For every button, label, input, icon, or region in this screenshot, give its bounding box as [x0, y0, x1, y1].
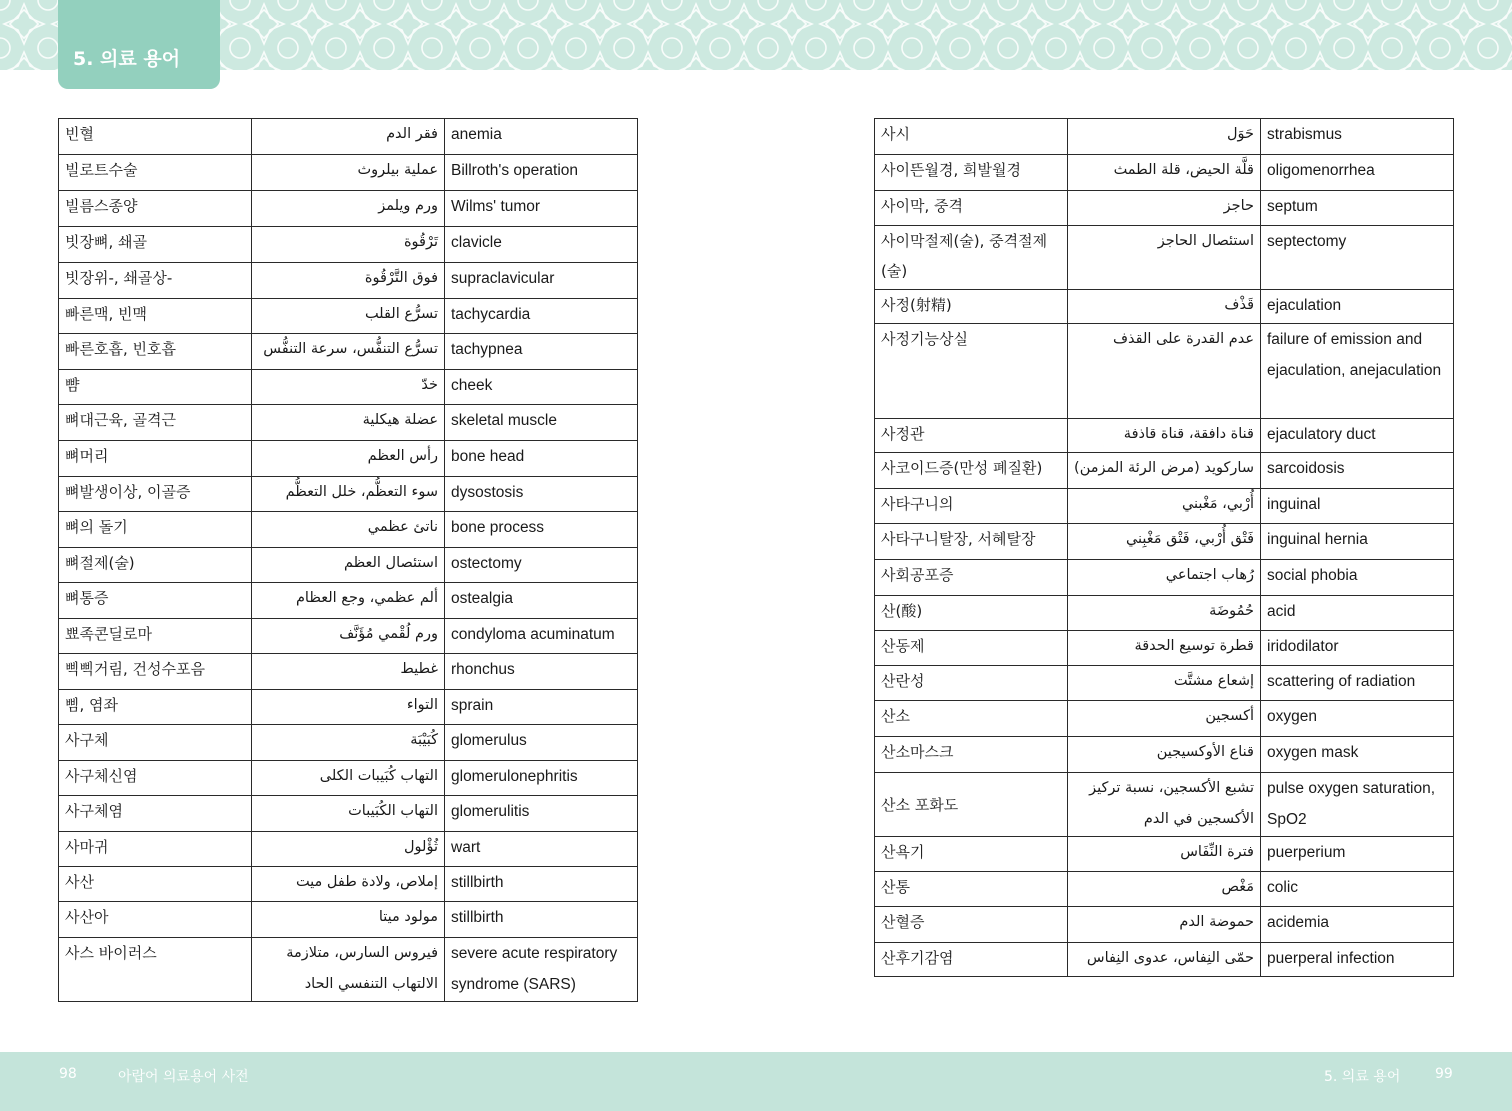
- english-term-cell: glomerulonephritis: [445, 761, 638, 796]
- arabic-term-cell: رُهاب اجتماعي: [1068, 560, 1261, 596]
- english-term-cell: inguinal hernia: [1261, 524, 1454, 560]
- table-row: [59, 119, 638, 155]
- english-term-cell: oxygen: [1261, 701, 1454, 737]
- arabic-term-cell: تسرُّع القلب: [252, 299, 445, 334]
- korean-term-cell: 뺨: [59, 370, 252, 405]
- korean-term-cell: 뼈절제(술): [59, 548, 252, 583]
- arabic-term-cell: قناع الأوكسيجين: [1068, 737, 1261, 773]
- korean-term-cell: 산욕기: [875, 837, 1068, 872]
- korean-term-cell: 사타구니의: [875, 489, 1068, 524]
- english-term-cell: tachypnea: [445, 334, 638, 370]
- table-row: [59, 867, 638, 902]
- table-row: [59, 299, 638, 334]
- table-row: [875, 119, 1454, 155]
- english-term-cell: puerperal infection: [1261, 943, 1454, 977]
- korean-term-cell: 삑삑거림, 건성수포음: [59, 654, 252, 690]
- table-row: [59, 334, 638, 370]
- table-row: [59, 370, 638, 405]
- chapter-tab: [58, 0, 220, 89]
- page-footer: [0, 1052, 1512, 1111]
- korean-term-cell: 산란성: [875, 666, 1068, 701]
- korean-term-cell: 산통: [875, 872, 1068, 907]
- table-row: [875, 324, 1454, 419]
- arabic-term-cell: تسرُّع التنفُّس، سرعة التنفُّس: [252, 334, 445, 370]
- table-row: [59, 690, 638, 725]
- table-row: [875, 524, 1454, 560]
- arabic-term-cell: حُمُوضَة: [1068, 596, 1261, 631]
- table-row: [875, 155, 1454, 191]
- english-term-cell: acidemia: [1261, 907, 1454, 943]
- english-term-cell: skeletal muscle: [445, 405, 638, 441]
- table-row: [875, 872, 1454, 907]
- korean-term-cell: 사스 바이러스: [59, 938, 252, 1002]
- table-row: [59, 583, 638, 619]
- arabic-term-cell: حَوَل: [1068, 119, 1261, 155]
- english-term-cell: acid: [1261, 596, 1454, 631]
- korean-term-cell: 사구체: [59, 725, 252, 761]
- korean-term-cell: 사정기능상실: [875, 324, 1068, 419]
- arabic-term-cell: ورم لُقْمي مُؤَنَّف: [252, 619, 445, 654]
- arabic-term-cell: فيروس السارس، متلازمة الالتهاب التنفسي الحاد: [252, 938, 445, 1002]
- arabic-term-cell: ثُؤْلول: [252, 832, 445, 867]
- table-row: [59, 725, 638, 761]
- arabic-term-cell: ألم عظمي، وجع العظام: [252, 583, 445, 619]
- english-term-cell: ostectomy: [445, 548, 638, 583]
- arabic-term-cell: حمّى النِفاس، عدوى النِفاس: [1068, 943, 1261, 977]
- english-term-cell: bone process: [445, 512, 638, 548]
- korean-term-cell: 산소마스크: [875, 737, 1068, 773]
- table-row: [59, 938, 638, 1002]
- korean-term-cell: 뼈머리: [59, 441, 252, 477]
- arabic-term-cell: فَتْق أُرْبي، فَتْق مَغْبِني: [1068, 524, 1261, 560]
- english-term-cell: scattering of radiation: [1261, 666, 1454, 701]
- right-vocabulary-table: [874, 118, 1454, 977]
- korean-term-cell: 뼈발생이상, 이골증: [59, 477, 252, 512]
- arabic-term-cell: عملية بيلروث: [252, 155, 445, 191]
- korean-term-cell: 사산: [59, 867, 252, 902]
- table-row: [875, 596, 1454, 631]
- english-term-cell: Wilms' tumor: [445, 191, 638, 227]
- table-row: [875, 453, 1454, 489]
- arabic-term-cell: تشبع الأكسجين، نسبة تركيز الأكسجين في الدم: [1068, 773, 1261, 837]
- english-term-cell: ejaculation: [1261, 290, 1454, 324]
- korean-term-cell: 사정(射精): [875, 290, 1068, 324]
- english-term-cell: wart: [445, 832, 638, 867]
- korean-term-cell: 뼈의 돌기: [59, 512, 252, 548]
- english-term-cell: rhonchus: [445, 654, 638, 690]
- korean-term-cell: 뼈대근육, 골격근: [59, 405, 252, 441]
- korean-term-cell: 사이막절제(술), 중격절제(술): [875, 226, 1068, 290]
- english-term-cell: oxygen mask: [1261, 737, 1454, 773]
- table-row: [875, 773, 1454, 837]
- arabic-term-cell: التهاب كُبَيبات الكلى: [252, 761, 445, 796]
- english-term-cell: oligomenorrhea: [1261, 155, 1454, 191]
- table-row: [59, 902, 638, 938]
- table-row: [59, 405, 638, 441]
- korean-term-cell: 뼈통증: [59, 583, 252, 619]
- arabic-term-cell: كُبَيْبَة: [252, 725, 445, 761]
- arabic-term-cell: التهاب الكُبَيبات: [252, 796, 445, 832]
- left-page-number: 98: [59, 1066, 77, 1082]
- arabic-term-cell: فقر الدم: [252, 119, 445, 155]
- table-row: [875, 907, 1454, 943]
- arabic-term-cell: خدّ: [252, 370, 445, 405]
- english-term-cell: condyloma acuminatum: [445, 619, 638, 654]
- table-row: [59, 832, 638, 867]
- korean-term-cell: 사구체염: [59, 796, 252, 832]
- arabic-term-cell: ورم ويلمز: [252, 191, 445, 227]
- table-row: [59, 227, 638, 263]
- english-term-cell: severe acute respiratory syndrome (SARS): [445, 938, 638, 1002]
- table-row: [875, 943, 1454, 977]
- english-term-cell: septum: [1261, 191, 1454, 226]
- korean-term-cell: 빌로트수술: [59, 155, 252, 191]
- english-term-cell: sprain: [445, 690, 638, 725]
- arabic-term-cell: أُرْبي، مَغْبني: [1068, 489, 1261, 524]
- table-row: [875, 489, 1454, 524]
- english-term-cell: failure of emission and ejaculation, anejaculation: [1261, 324, 1454, 419]
- arabic-term-cell: قَذْف: [1068, 290, 1261, 324]
- english-term-cell: stillbirth: [445, 902, 638, 938]
- table-row: [875, 290, 1454, 324]
- arabic-term-cell: أكسجين: [1068, 701, 1261, 737]
- arabic-term-cell: حموضة الدم: [1068, 907, 1261, 943]
- table-row: [59, 477, 638, 512]
- arabic-term-cell: استئصال العظم: [252, 548, 445, 583]
- korean-term-cell: 사산아: [59, 902, 252, 938]
- chapter-tab-label: 5. 의료 용어: [73, 48, 181, 70]
- arabic-term-cell: التواء: [252, 690, 445, 725]
- left-vocabulary-table: [58, 118, 638, 1002]
- korean-term-cell: 사이뜬월경, 희발월경: [875, 155, 1068, 191]
- arabic-term-cell: ناتئ عظمي: [252, 512, 445, 548]
- english-term-cell: anemia: [445, 119, 638, 155]
- english-term-cell: sarcoidosis: [1261, 453, 1454, 489]
- korean-term-cell: 산소 포화도: [875, 773, 1068, 837]
- arabic-term-cell: إملاص، ولادة طفل ميت: [252, 867, 445, 902]
- table-row: [59, 155, 638, 191]
- arabic-term-cell: قطرة توسيع الحدقة: [1068, 631, 1261, 666]
- korean-term-cell: 사정관: [875, 419, 1068, 453]
- table-row: [59, 654, 638, 690]
- english-term-cell: stillbirth: [445, 867, 638, 902]
- arabic-term-cell: غطيط: [252, 654, 445, 690]
- english-term-cell: tachycardia: [445, 299, 638, 334]
- table-row: [59, 512, 638, 548]
- table-row: [59, 191, 638, 227]
- korean-term-cell: 산소: [875, 701, 1068, 737]
- table-row: [875, 666, 1454, 701]
- right-section-title: 5. 의료 용어: [1324, 1069, 1401, 1085]
- korean-term-cell: 사이막, 중격: [875, 191, 1068, 226]
- korean-term-cell: 사코이드증(만성 폐질환): [875, 453, 1068, 489]
- table-row: [875, 631, 1454, 666]
- english-term-cell: bone head: [445, 441, 638, 477]
- korean-term-cell: 산혈증: [875, 907, 1068, 943]
- table-row: [875, 737, 1454, 773]
- english-term-cell: dysostosis: [445, 477, 638, 512]
- english-term-cell: colic: [1261, 872, 1454, 907]
- english-term-cell: glomerulus: [445, 725, 638, 761]
- decorative-pattern-band: [0, 0, 1512, 70]
- arabic-term-cell: عضلة هيكلية: [252, 405, 445, 441]
- english-term-cell: septectomy: [1261, 226, 1454, 290]
- english-term-cell: inguinal: [1261, 489, 1454, 524]
- arabic-term-cell: قناة دافقة، قناة قاذفة: [1068, 419, 1261, 453]
- table-row: [875, 191, 1454, 226]
- arabic-term-cell: مولود ميتا: [252, 902, 445, 938]
- table-row: [875, 226, 1454, 290]
- korean-term-cell: 빈혈: [59, 119, 252, 155]
- table-row: [59, 548, 638, 583]
- english-term-cell: clavicle: [445, 227, 638, 263]
- right-page-number: 99: [1435, 1066, 1453, 1082]
- english-term-cell: social phobia: [1261, 560, 1454, 596]
- arabic-term-cell: مَغْص: [1068, 872, 1261, 907]
- korean-term-cell: 빗장위-, 쇄골상-: [59, 263, 252, 299]
- korean-term-cell: 사타구니탈장, 서혜탈장: [875, 524, 1068, 560]
- arabic-term-cell: حاجز: [1068, 191, 1261, 226]
- korean-term-cell: 빠른맥, 빈맥: [59, 299, 252, 334]
- arabic-term-cell: استئصال الحاجز: [1068, 226, 1261, 290]
- english-term-cell: puerperium: [1261, 837, 1454, 872]
- arabic-term-cell: فترة النِّفَاس: [1068, 837, 1261, 872]
- english-term-cell: glomerulitis: [445, 796, 638, 832]
- korean-term-cell: 산(酸): [875, 596, 1068, 631]
- korean-term-cell: 빌름스종양: [59, 191, 252, 227]
- table-row: [59, 761, 638, 796]
- english-term-cell: supraclavicular: [445, 263, 638, 299]
- table-row: [59, 619, 638, 654]
- table-row: [875, 560, 1454, 596]
- korean-term-cell: 산후기감염: [875, 943, 1068, 977]
- korean-term-cell: 삠, 염좌: [59, 690, 252, 725]
- arabic-term-cell: رأس العظم: [252, 441, 445, 477]
- arabic-term-cell: عدم القدرة على القذف: [1068, 324, 1261, 419]
- korean-term-cell: 사마귀: [59, 832, 252, 867]
- english-term-cell: iridodilator: [1261, 631, 1454, 666]
- korean-term-cell: 산동제: [875, 631, 1068, 666]
- korean-term-cell: 빗장뼈, 쇄골: [59, 227, 252, 263]
- korean-term-cell: 사시: [875, 119, 1068, 155]
- korean-term-cell: 빠른호흡, 빈호흡: [59, 334, 252, 370]
- arabic-term-cell: قلَّة الحيض، قلة الطمث: [1068, 155, 1261, 191]
- korean-term-cell: 사구체신염: [59, 761, 252, 796]
- english-term-cell: strabismus: [1261, 119, 1454, 155]
- table-row: [875, 837, 1454, 872]
- arabic-term-cell: سوء التعظُّم، خلل التعظُّم: [252, 477, 445, 512]
- arabic-term-cell: إشعاع مشتَّت: [1068, 666, 1261, 701]
- table-row: [875, 419, 1454, 453]
- english-term-cell: ejaculatory duct: [1261, 419, 1454, 453]
- korean-term-cell: 뾰족콘딜로마: [59, 619, 252, 654]
- english-term-cell: pulse oxygen saturation, SpO2: [1261, 773, 1454, 837]
- arabic-term-cell: ساركويد (مرض الرئة المزمن): [1068, 453, 1261, 489]
- arabic-term-cell: تَرْقُوة: [252, 227, 445, 263]
- table-row: [59, 796, 638, 832]
- left-book-title: 아랍어 의료용어 사전: [118, 1069, 249, 1085]
- table-row: [59, 263, 638, 299]
- table-row: [875, 701, 1454, 737]
- english-term-cell: ostealgia: [445, 583, 638, 619]
- korean-term-cell: 사회공포증: [875, 560, 1068, 596]
- arabic-term-cell: فوق التَّرْقُوة: [252, 263, 445, 299]
- table-row: [59, 441, 638, 477]
- english-term-cell: cheek: [445, 370, 638, 405]
- english-term-cell: Billroth's operation: [445, 155, 638, 191]
